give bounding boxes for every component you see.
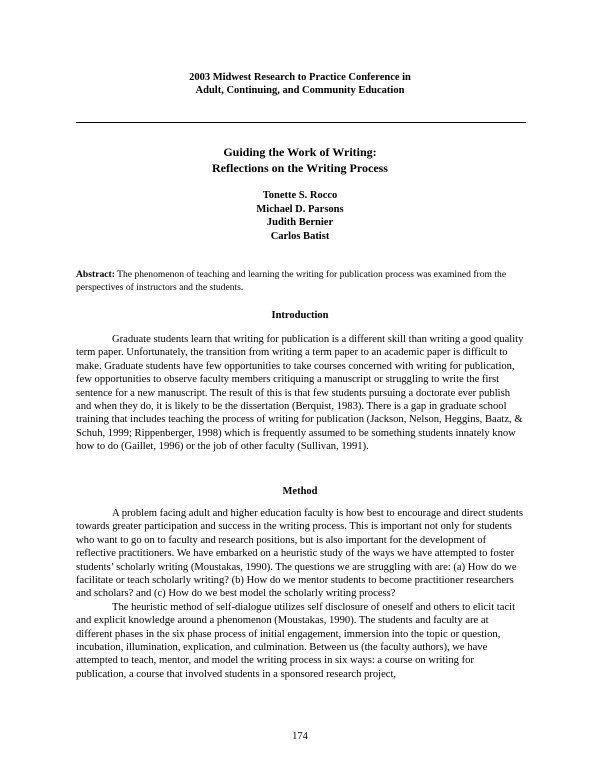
method-paragraph-2: The heuristic method of self-dialogue utilizes self disclosure of oneself and others to elicit tacit and explicit knowledge around a phenomenon (Moustakas, 1990). The students and faculty are at different phases in the six phase process of initial engagement, immersion into the topic or question, incubation, illumination, explication, and culmination. Between us (the faculty authors), we have attempted to teach, mentor, and model the writing process in six ways: a course on writing for publication, a course that involved students in a sponsored research project, <box>76 601 516 680</box>
method-paragraph-1: A problem facing adult and higher education faculty is how best to encourage and direct students towards greater participation and success in the writing process. This is important not only for students who want to go on to faculty and research positions, but is also important for the development of reflective practitioners. We have embarked on a heuristic study of the ways we have attempted to foster students’ scholarly writing (Moustakas, 1990). The questions we are struggling with are: (a) How do we facilitate or teach scholarly writing? (b) How do we mentor students to become practitioner researchers and scholars? and (c) How do we best model the scholarly writing process? <box>76 508 523 600</box>
header-rule <box>76 122 526 123</box>
introduction-body <box>76 333 526 454</box>
introduction-paragraph: Graduate students learn that writing for publication is a different skill than writing a good quality term paper. Unfortunately, the transition from writing a term paper to an academic paper is difficult to make. Graduate students have few opportunities to take courses concerned with writing for publication, few opportunities to observe faculty members critiquing a manuscript or struggling to write the first sentence for a new manuscript. The result of this is that few students pursuing a doctorate ever publish and when they do, it is likely to be the dissertation (Berquist, 1983). There is a gap in graduate school training that includes teaching the process of writing for publication (Jackson, Nelson, Heggins, Baatz, & Schuh, 1999; Rippenberger, 1998) which is frequently assumed to be something students innately know how to do (Gaillet, 1996) or the job of other faculty (Sullivan, 1991). <box>76 334 524 453</box>
page-number: 174 <box>292 731 308 742</box>
abstract-text: The phenomenon of teaching and learning the writing for publication process was examined from the perspectives of instructors and the students. <box>76 269 507 293</box>
author-name: Carlos Batist <box>270 230 330 242</box>
conference-line-2: Adult, Continuing, and Community Education <box>195 85 405 96</box>
abstract-label: Abstract: <box>76 269 115 280</box>
paper-title-line-1: Guiding the Work of Writing: <box>223 145 377 159</box>
author-name: Judith Bernier <box>266 217 334 228</box>
section-heading-method: Method <box>282 486 318 497</box>
author-name: Michael D. Parsons <box>256 203 344 215</box>
abstract <box>76 269 526 294</box>
author-name: Tonette S. Rocco <box>262 190 338 201</box>
conference-line-1: 2003 Midwest Research to Practice Conference in <box>189 72 411 83</box>
method-body <box>76 507 526 681</box>
author-list <box>0 189 600 243</box>
paper-title-line-2: Reflections on the Writing Process <box>212 161 388 175</box>
section-heading-introduction: Introduction <box>271 310 329 321</box>
